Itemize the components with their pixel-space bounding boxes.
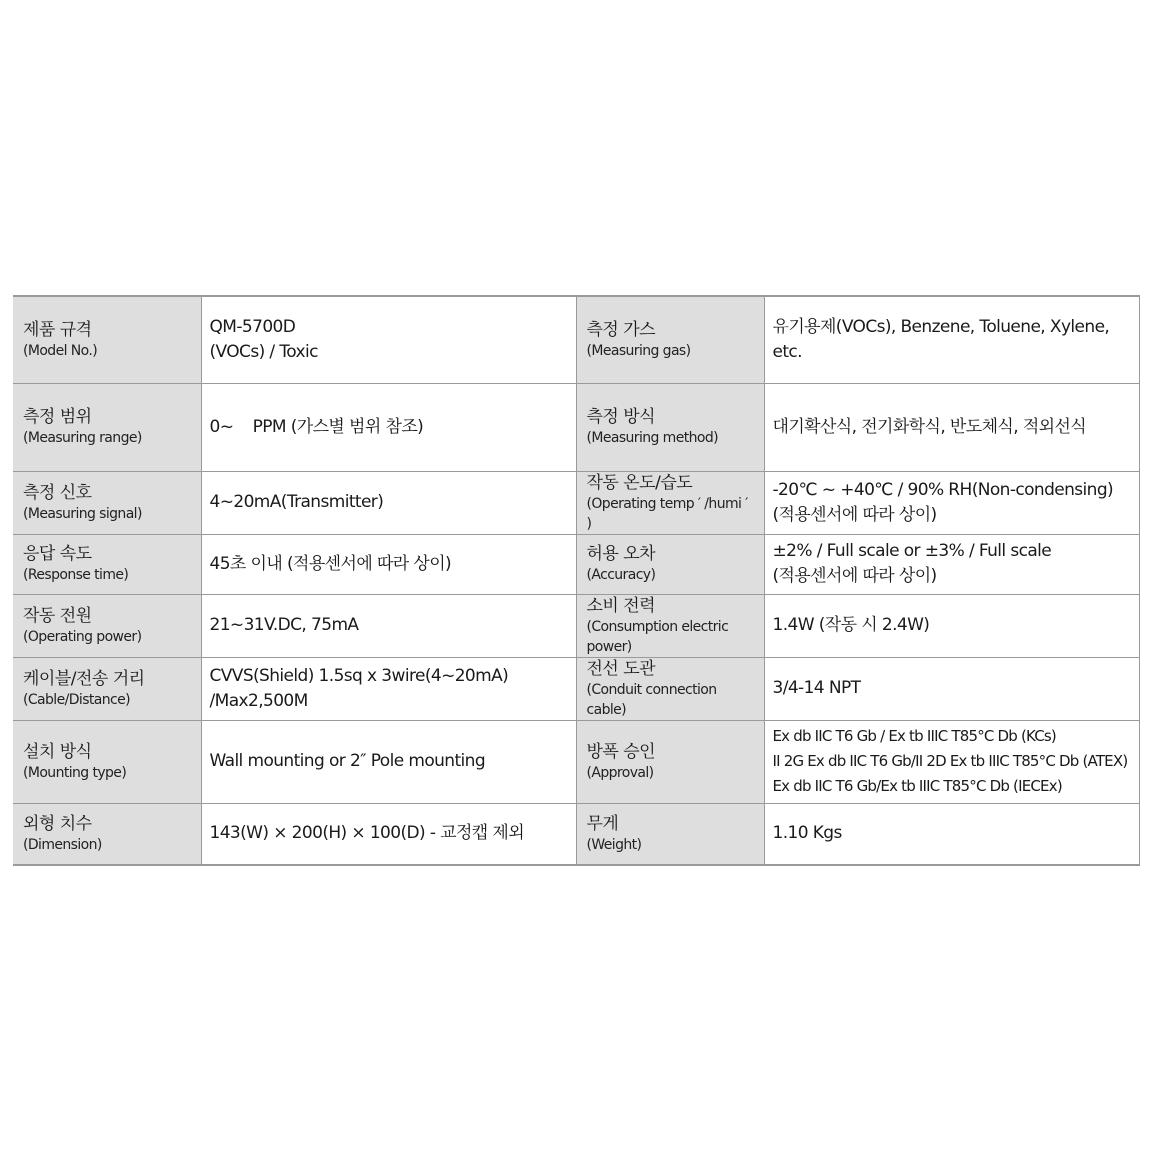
value-line: 1.10 Kgs [772, 823, 842, 844]
spec-row-signal [13, 471, 1139, 534]
label-ko: 전선 도관 [586, 658, 656, 679]
label-en: (Approval) [586, 764, 654, 781]
label-ko: 작동 전원 [23, 605, 92, 626]
label-measuring-method [576, 383, 764, 471]
label-mounting-type [13, 720, 201, 803]
value-line: QM-5700D [209, 316, 296, 337]
value-line: 대기확산식, 전기화학식, 반도체식, 적외선식 [772, 416, 1087, 437]
label-approval [576, 720, 764, 803]
value-line: -20℃ ~ +40℃ / 90% RH(Non-condensing) [772, 479, 1114, 500]
label-en: (Mounting type) [23, 764, 127, 781]
value-line: 4~20mA(Transmitter) [209, 492, 384, 512]
label-en: (Weight) [586, 836, 642, 853]
value-line: 0~ PPM (가스별 범위 참조) [209, 416, 424, 437]
label-ko: 무게 [586, 813, 619, 834]
value-line: (적용센서에 따라 상이) [772, 504, 937, 525]
label-ko: 케이블/전송 거리 [23, 668, 145, 689]
spec-row-range [13, 383, 1139, 471]
label-ko: 측정 신호 [23, 482, 92, 503]
value-line: II 2G Ex db IIC T6 Gb/II 2D Ex tb IIIC T85°C Db (ATEX) [772, 752, 1128, 770]
label-en: (Measuring method) [586, 430, 718, 446]
value-line: 143(W) × 200(H) × 100(D) - 교정캡 제외 [209, 823, 525, 844]
label-operating-power [13, 594, 201, 657]
label-cable-distance [13, 657, 201, 720]
label-en: (Consumption electric power) [586, 618, 729, 655]
label-model-no [13, 296, 201, 383]
value-line: (VOCs) / Toxic [209, 341, 318, 362]
value-response-time [201, 534, 576, 594]
label-en: (Model No.) [23, 342, 98, 359]
value-operating-power [201, 594, 576, 657]
spec-row-response [13, 534, 1139, 594]
label-ko: 허용 오차 [586, 544, 656, 564]
label-ko: 제품 규격 [23, 319, 92, 340]
value-line: 21~31V.DC, 75mA [209, 615, 359, 635]
value-weight [764, 803, 1139, 865]
label-en: (Accuracy) [586, 567, 656, 583]
value-line: ±2% / Full scale or ±3% / Full scale [772, 541, 1052, 561]
label-measuring-range [13, 383, 201, 471]
label-en: (Measuring range) [23, 430, 142, 446]
value-line: (적용센서에 따라 상이) [772, 566, 937, 586]
label-ko: 측정 범위 [23, 407, 92, 427]
value-measuring-signal [201, 471, 576, 534]
label-en: (Response time) [23, 567, 129, 583]
label-accuracy [576, 534, 764, 594]
spec-row-power [13, 594, 1139, 657]
value-consumption-power [764, 594, 1139, 657]
value-model-no [201, 296, 576, 383]
label-dimension [13, 803, 201, 865]
label-ko: 측정 가스 [586, 319, 656, 340]
label-ko: 응답 속도 [23, 544, 92, 564]
spec-row-model [13, 296, 1139, 383]
value-accuracy [764, 534, 1139, 594]
value-measuring-method [764, 383, 1139, 471]
value-line: CVVS(Shield) 1.5sq x 3wire(4~20mA) [209, 665, 509, 686]
value-line: Ex db IIC T6 Gb/Ex tb IIIC T85°C Db (IECEx) [772, 777, 1062, 795]
label-measuring-signal [13, 471, 201, 534]
label-ko: 소비 전력 [586, 595, 656, 616]
spec-row-mounting [13, 720, 1139, 803]
spec-row-cable [13, 657, 1139, 720]
value-conduit [764, 657, 1139, 720]
label-ko: 측정 방식 [586, 407, 656, 427]
label-conduit [576, 657, 764, 720]
spec-row-dimension [13, 803, 1139, 865]
label-ko: 설치 방식 [23, 741, 92, 762]
value-approval [764, 720, 1139, 803]
value-measuring-gas [764, 296, 1139, 383]
label-consumption-power [576, 594, 764, 657]
value-cable-distance [201, 657, 576, 720]
label-en: (Conduit connection cable) [586, 681, 717, 718]
label-ko: 작동 온도/습도 [586, 472, 693, 493]
value-mounting-type [201, 720, 576, 803]
value-line: 3/4-14 NPT [772, 678, 861, 698]
label-en: (Operating temp ′ /humi ′ ) [586, 495, 748, 532]
label-ko: 방폭 승인 [586, 741, 656, 762]
value-line: Ex db IIC T6 Gb / Ex tb IIIC T85°C Db (KCs) [772, 727, 1056, 745]
value-operating-temp [764, 471, 1139, 534]
value-dimension [201, 803, 576, 865]
label-en: (Measuring signal) [23, 505, 142, 522]
value-line: 유기용제(VOCs), Benzene, Toluene, Xylene, etc. [772, 316, 1110, 362]
label-weight [576, 803, 764, 865]
label-ko: 외형 치수 [23, 813, 92, 834]
value-measuring-range [201, 383, 576, 471]
label-measuring-gas [576, 296, 764, 383]
label-en: (Cable/Distance) [23, 691, 131, 708]
value-line: Wall mounting or 2″ Pole mounting [209, 751, 486, 771]
label-operating-temp [576, 471, 764, 534]
value-line: 45초 이내 (적용센서에 따라 상이) [209, 553, 452, 574]
value-line: /Max2,500M [209, 690, 308, 711]
label-en: (Operating power) [23, 628, 142, 645]
label-en: (Dimension) [23, 836, 102, 853]
spec-table [13, 295, 1140, 866]
value-line: 1.4W (작동 시 2.4W) [772, 615, 930, 635]
label-response-time [13, 534, 201, 594]
label-en: (Measuring gas) [586, 342, 691, 359]
